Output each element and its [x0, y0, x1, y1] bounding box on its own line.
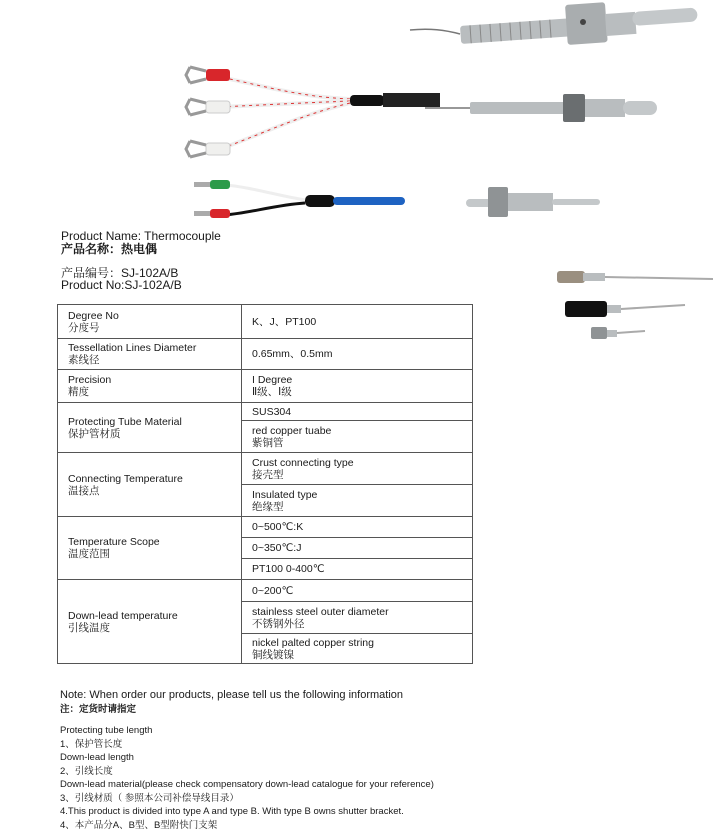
note-item: Down-lead length [60, 752, 134, 763]
table-row [58, 453, 473, 485]
fork-terminal [186, 67, 206, 83]
spec-table [57, 304, 473, 664]
row-label-precision: Precision 精度 [58, 370, 242, 403]
row-value: 0~350℃:J [242, 538, 473, 559]
row-value: 0~200℃ [242, 580, 473, 602]
red-terminal-sleeve [206, 69, 230, 81]
row-label-tube-material: Protecting Tube Material 保护管材质 [58, 403, 242, 453]
row-value: red copper tuabe 紫铜管 [242, 421, 473, 453]
row-value: 0~500℃:K [242, 517, 473, 538]
row-label-connecting: Connecting Temperature 温接点 [58, 453, 242, 517]
row-label-wire-diameter: Tessellation Lines Diameter 素线径 [58, 339, 242, 370]
table-row [58, 517, 473, 538]
row-label-degree-no: Degree No 分度号 [58, 305, 242, 339]
note-item: 2、引线长度 [60, 766, 113, 777]
threaded-probe-photo-3 [460, 183, 610, 223]
note-item: 3、引线材质（ 参照本公司补偿导线目录） [60, 793, 239, 804]
row-value: PT100 0-400℃ [242, 559, 473, 580]
note-item: 4.This product is divided into type A and type B. With type B owns shutter bracket. [60, 806, 404, 817]
black-sheath-sleeve [350, 95, 384, 106]
threaded-probe-photo-1 [410, 0, 710, 60]
product-name-cn: 产品名称：热电偶 [61, 242, 158, 256]
row-label-temperature-scope: Temperature Scope 温度范围 [58, 517, 242, 580]
order-note-cn: 注：定货时请指定 [60, 704, 137, 715]
row-value: Crust connecting type 接壳型 [242, 453, 473, 485]
note-item: Protecting tube length [60, 725, 153, 736]
thermocouple-wires-photo [180, 55, 440, 215]
small-probes-photo [553, 265, 713, 350]
row-value: Insulated type 绝缘型 [242, 485, 473, 517]
table-row [58, 305, 473, 339]
row-value: I Degree Ⅱ级、Ⅰ级 [242, 370, 473, 403]
product-no-en: Product No:SJ-102A/B [61, 278, 182, 292]
row-value: nickel palted copper string 铜线镀镍 [242, 634, 473, 664]
green-terminal-sleeve [210, 180, 230, 189]
product-name-en: Product Name: Thermocouple [61, 229, 221, 243]
row-value: stainless steel outer diameter 不锈钢外径 [242, 602, 473, 634]
table-row [58, 403, 473, 421]
note-item: Down-lead material(please check compensatory down-lead catalogue for your reference) [60, 779, 434, 790]
table-row [58, 339, 473, 370]
row-value: 0.65mm、0.5mm [242, 339, 473, 370]
note-item: 4、本产品分A、B型、B型附快门支架 [60, 820, 218, 831]
row-value: SUS304 [242, 403, 473, 421]
black-handle [565, 301, 607, 317]
product-no-cn: 产品编号：SJ-102A/B [61, 266, 179, 280]
order-note-en: Note: When order our products, please tell us the following information [60, 689, 404, 701]
table-row [58, 370, 473, 403]
blue-cable [333, 197, 405, 205]
note-item: 1、保护管长度 [60, 739, 123, 750]
table-row [58, 580, 473, 602]
threaded-probe-photo-2 [425, 88, 665, 128]
row-value: K、J、PT100 [242, 305, 473, 339]
row-label-down-lead: Down-lead temperature 引线温度 [58, 580, 242, 664]
hex-nut [563, 94, 585, 122]
